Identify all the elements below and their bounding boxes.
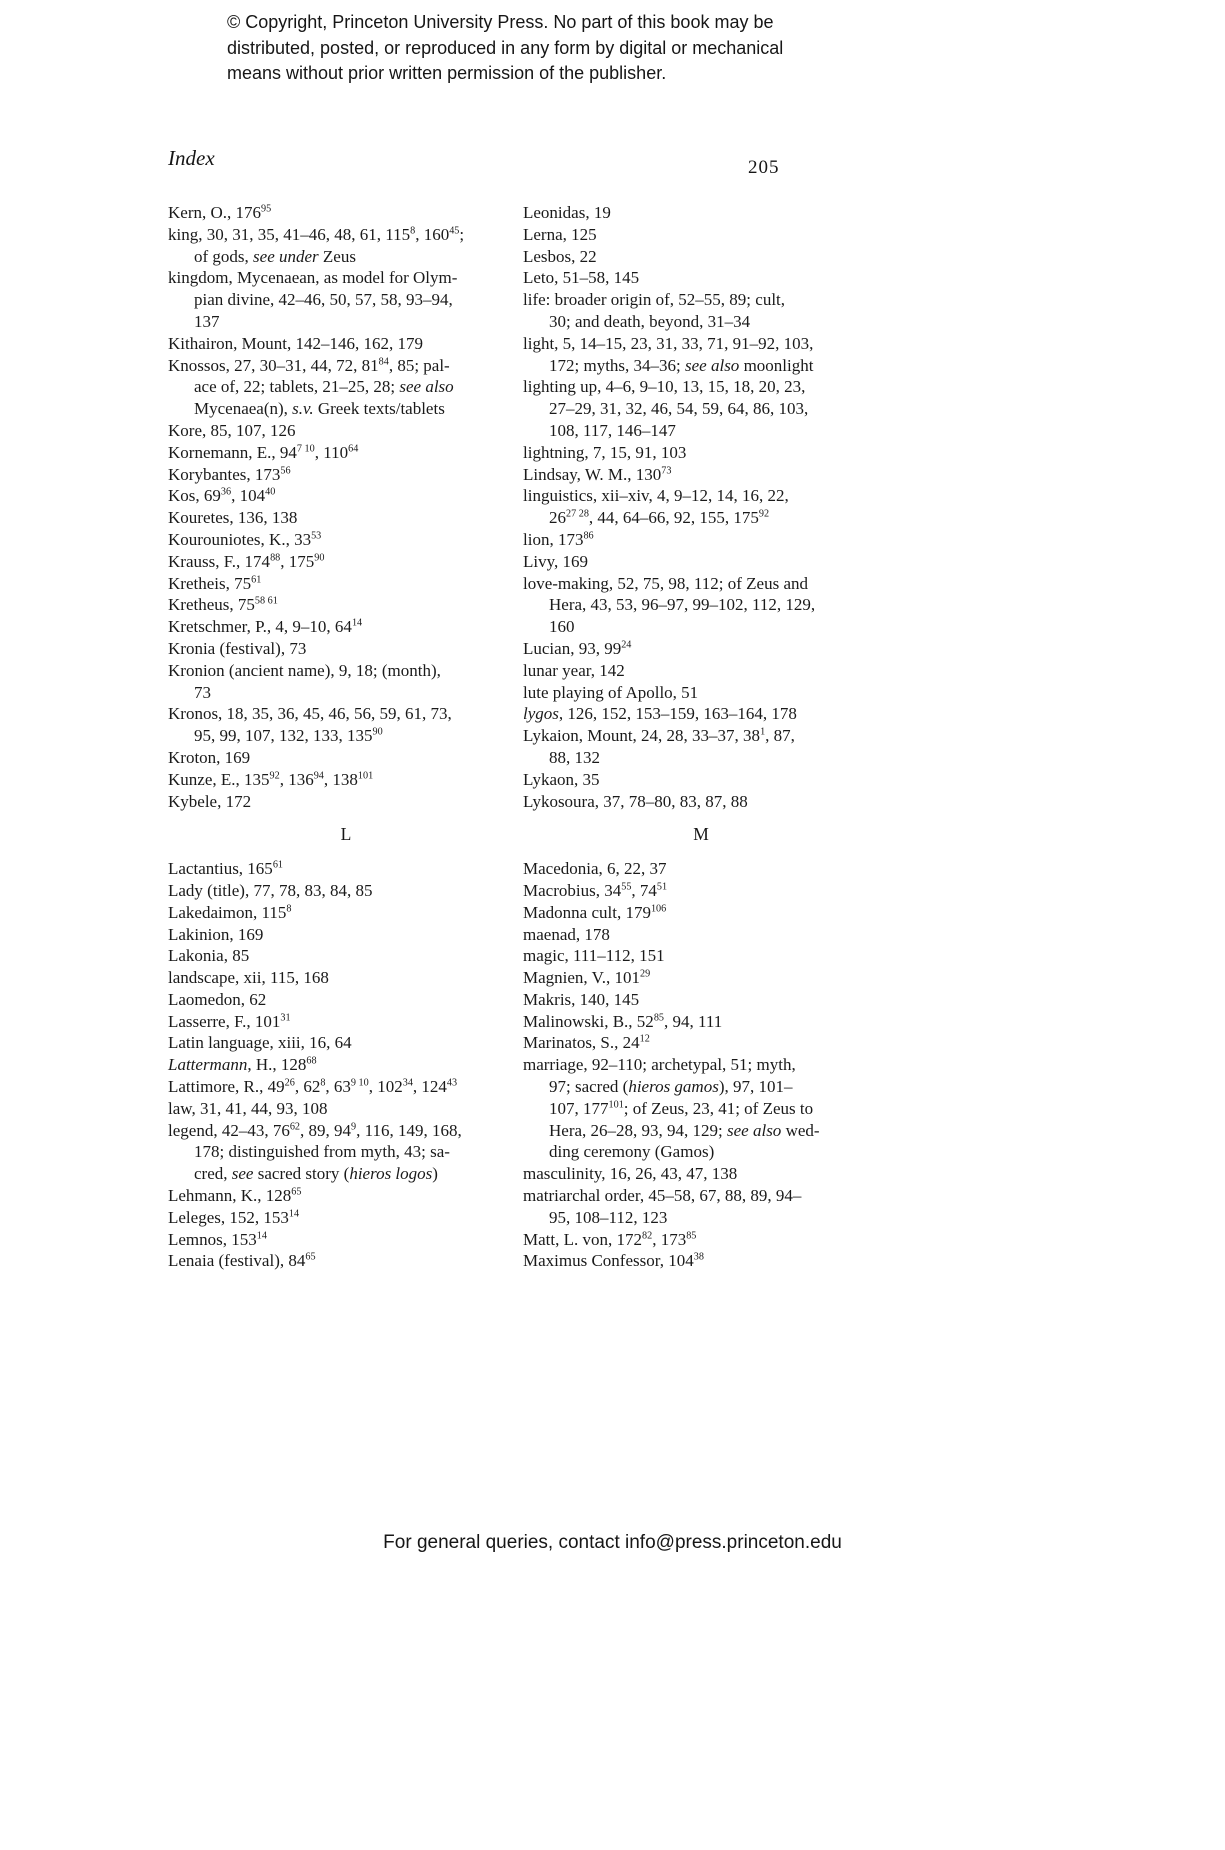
entry-line: 27–29, 31, 32, 46, 54, 59, 64, 86, 103,	[549, 399, 809, 419]
entry-line: Knossos, 27, 30–31, 44, 72, $81^{84}$, 85; pal-	[168, 355, 450, 375]
entry-line: 160	[549, 617, 575, 637]
index-entry	[168, 442, 524, 464]
index-entry	[523, 880, 879, 902]
index-column-left	[168, 202, 524, 1272]
entry-line: Makris, 140, 145	[523, 989, 640, 1009]
index-entry	[523, 967, 879, 989]
index-entry	[523, 1054, 879, 1163]
entry-line: Lucian, 93, $99^{24}$	[523, 638, 632, 658]
index-entry	[523, 246, 879, 268]
index-entry	[168, 333, 524, 355]
entry-line: Lesbos, 22	[523, 246, 597, 266]
entry-line: lion, $173^{86}$	[523, 529, 594, 549]
index-entry	[168, 967, 524, 989]
index-entry	[523, 551, 879, 573]
entry-line: pian divine, 42–46, 50, 57, 58, 93–94,	[194, 290, 453, 310]
index-entry	[168, 791, 524, 813]
index-entry	[523, 682, 879, 704]
copyright-line: distributed, posted, or reproduced in any form by digital or mechanical	[227, 37, 784, 58]
index-entry	[523, 945, 879, 967]
entry-line: Macedonia, 6, 22, 37	[523, 859, 667, 879]
section-letter: M	[693, 824, 709, 845]
index-entry	[168, 267, 524, 332]
entry-line: Kronion (ancient name), 9, 18; (month),	[168, 660, 441, 680]
entry-line: law, 31, 41, 44, 93, 108	[168, 1098, 328, 1118]
entry-line: maenad, 178	[523, 924, 610, 944]
entry-line: Lakedaimon, $115^8$	[168, 902, 292, 922]
entry-line: Kithairon, Mount, 142–146, 162, 179	[168, 333, 423, 353]
entry-line: lygos, 126, 152, 153–159, 163–164, 178	[523, 704, 797, 724]
index-entry	[168, 594, 524, 616]
section-letter: L	[340, 824, 352, 845]
entry-line: Kretheis, $75^{61}$	[168, 573, 262, 593]
entry-line: Lykaion, Mount, 24, 28, 33–37, $38^1$, 87,	[523, 726, 795, 746]
entry-line: ace of, 22; tablets, 21–25, 28; see also	[194, 377, 454, 397]
entry-line: Kore, 85, 107, 126	[168, 420, 296, 440]
index-entry	[523, 1011, 879, 1033]
index-entry	[523, 573, 879, 638]
index-entry	[168, 638, 524, 660]
index-entry	[523, 703, 879, 725]
index-entry	[523, 333, 879, 377]
index-entry	[168, 1098, 524, 1120]
index-entry	[168, 1207, 524, 1229]
entry-line: Kretschmer, P., 4, 9–10, $64^{14}$	[168, 617, 363, 637]
index-entry	[168, 616, 524, 638]
entry-line: Kos, $69^{36}$, $104^{40}$	[168, 486, 276, 506]
entry-line: kingdom, Mycenaean, as model for Olym-	[168, 268, 458, 288]
index-entry	[168, 1229, 524, 1251]
index-entry	[523, 924, 879, 946]
index-entry	[523, 376, 879, 441]
entry-line: marriage, 92–110; archetypal, 51; myth,	[523, 1055, 796, 1075]
index-column-right	[523, 202, 879, 1272]
entry-line: Kern, O., $176^{95}$	[168, 203, 272, 222]
entry-line: Lenaia (festival), $84^{65}$	[168, 1251, 316, 1271]
entry-line: Kretheus, $75^{58 61}$	[168, 595, 278, 615]
copyright-line: © Copyright, Princeton University Press. No part of this book may be	[227, 12, 774, 32]
index-entry	[168, 660, 524, 704]
entry-line: Kouretes, 136, 138	[168, 508, 298, 528]
entry-line: of gods, see under Zeus	[194, 246, 356, 266]
entry-line: Magnien, V., $101^{29}$	[523, 968, 651, 988]
entry-line: Lehmann, K., $128^{65}$	[168, 1186, 302, 1206]
entry-line: Kornemann, E., $94^{7 10}$, $110^{64}$	[168, 442, 359, 462]
index-entry	[523, 902, 879, 924]
index-entry	[523, 660, 879, 682]
entry-line: Matt, L. von, $172^{82}$, $173^{85}$	[523, 1229, 697, 1249]
entry-line: masculinity, 16, 26, 43, 47, 138	[523, 1164, 738, 1184]
index-entry	[523, 1032, 879, 1054]
index-entry	[168, 1250, 524, 1272]
entry-line: Kronia (festival), 73	[168, 638, 307, 658]
entry-line: Leleges, 152, $153^{14}$	[168, 1207, 300, 1227]
index-entry	[168, 464, 524, 486]
entry-line: matriarchal order, 45–58, 67, 88, 89, 94–	[523, 1186, 802, 1206]
index-entry	[168, 529, 524, 551]
entry-line: 30; and death, beyond, 31–34	[549, 311, 751, 331]
entry-line: 88, 132	[549, 747, 600, 767]
index-entry	[168, 769, 524, 791]
index-entry	[523, 485, 879, 529]
entry-line: Madonna cult, $179^{106}$	[523, 902, 667, 922]
index-entry	[523, 442, 879, 464]
entry-line: king, 30, 31, 35, 41–46, 48, 61, $115^8$, $160^{45}$;	[168, 224, 465, 244]
index-entry	[523, 638, 879, 660]
index-entry	[523, 267, 879, 289]
entry-line: 107, $177^{101}$; of Zeus, 23, 41; of Zeus to	[549, 1098, 814, 1118]
entry-line: Macrobius, $34^{55}$, $74^{51}$	[523, 880, 668, 900]
entry-line: Lindsay, W. M., $130^{73}$	[523, 464, 672, 484]
index-entry	[168, 507, 524, 529]
entry-line: magic, 111–112, 151	[523, 946, 665, 966]
entry-line: Lady (title), 77, 78, 83, 84, 85	[168, 880, 373, 900]
entry-line: Hera, 43, 53, 96–97, 99–102, 112, 129,	[549, 595, 816, 615]
index-entry	[168, 420, 524, 442]
entry-line: love-making, 52, 75, 98, 112; of Zeus and	[523, 573, 809, 593]
entry-line: $26^{27 28}$, 44, 64–66, 92, 155, $175^{92}$	[549, 508, 770, 528]
entry-line: Korybantes, $173^{56}$	[168, 464, 291, 484]
entry-line: 73	[194, 682, 211, 702]
entry-line: lighting up, 4–6, 9–10, 13, 15, 18, 20, 23,	[523, 377, 806, 397]
index-entry	[168, 703, 524, 747]
entry-line: Hera, 26–28, 93, 94, 129; see also wed-	[549, 1120, 820, 1140]
entry-line: lute playing of Apollo, 51	[523, 682, 699, 702]
page-title: Index	[168, 146, 215, 170]
entry-line: Lykaon, 35	[523, 769, 600, 789]
entry-line: Kronos, 18, 35, 36, 45, 46, 56, 59, 61, 73,	[168, 704, 452, 724]
footer-contact: For general queries, contact info@press.princeton.edu	[383, 1532, 842, 1553]
index-entry	[523, 224, 879, 246]
index-entry	[523, 1163, 879, 1185]
index-entry	[168, 1011, 524, 1033]
entry-line: cred, see sacred story (hieros logos)	[194, 1164, 438, 1184]
entry-line: 172; myths, 34–36; see also moonlight	[549, 355, 814, 375]
index-entry	[168, 924, 524, 946]
entry-line: 178; distinguished from myth, 43; sa-	[194, 1142, 450, 1162]
entry-line: Lactantius, $165^{61}$	[168, 859, 283, 879]
entry-line: lightning, 7, 15, 91, 103	[523, 442, 687, 462]
entry-line: light, 5, 14–15, 23, 31, 33, 71, 91–92, 103,	[523, 333, 814, 353]
index-entry	[523, 202, 879, 224]
entry-line: Latin language, xiii, 16, 64	[168, 1033, 352, 1053]
entry-line: Malinowski, B., $52^{85}$, 94, 111	[523, 1011, 723, 1031]
entry-line: Mycenaea(n), s.v. Greek texts/tablets	[194, 399, 445, 419]
entry-line: Lakinion, 169	[168, 924, 264, 944]
index-entry	[168, 1076, 524, 1098]
index-entry	[168, 902, 524, 924]
index-entry	[523, 1229, 879, 1251]
entry-line: 108, 117, 146–147	[549, 420, 676, 440]
index-entry	[168, 1185, 524, 1207]
entry-line: 95, 108–112, 123	[549, 1207, 668, 1227]
index-entry	[523, 858, 879, 880]
entry-line: Marinatos, S., $24^{12}$	[523, 1033, 650, 1053]
entry-line: Maximus Confessor, $104^{38}$	[523, 1251, 704, 1271]
entry-line: linguistics, xii–xiv, 4, 9–12, 14, 16, 22,	[523, 486, 789, 506]
entry-line: lunar year, 142	[523, 660, 625, 680]
entry-line: Lattermann, H., $128^{68}$	[168, 1055, 317, 1075]
index-entry	[168, 747, 524, 769]
index-entry	[523, 1185, 879, 1229]
entry-line: Kybele, 172	[168, 791, 252, 811]
entry-line: 137	[194, 311, 220, 331]
index-entry	[168, 551, 524, 573]
index-entry	[168, 858, 524, 880]
entry-line: Lakonia, 85	[168, 946, 250, 966]
entry-line: Leonidas, 19	[523, 203, 611, 222]
copyright-line: means without prior written permission of the publisher.	[227, 63, 667, 83]
entry-line: ding ceremony (Gamos)	[549, 1142, 715, 1162]
index-entry	[168, 485, 524, 507]
index-entry	[168, 573, 524, 595]
index-entry	[168, 355, 524, 420]
entry-line: life: broader origin of, 52–55, 89; cult,	[523, 290, 786, 310]
page-number: 205	[748, 157, 780, 178]
index-entry	[523, 989, 879, 1011]
index-entry	[523, 1250, 879, 1272]
index-entry	[168, 989, 524, 1011]
entry-line: landscape, xii, 115, 168	[168, 968, 329, 988]
index-entry	[523, 464, 879, 486]
entry-line: Lattimore, R., $49^{26}$, $62^8$, $63^{9 10}$, $102^{34}$, $124^{43}$	[168, 1077, 458, 1097]
entry-line: legend, 42–43, $76^{62}$, 89, $94^9$, 116, 149, 168,	[168, 1120, 462, 1140]
entry-line: Leto, 51–58, 145	[523, 268, 640, 288]
entry-line: Lykosoura, 37, 78–80, 83, 87, 88	[523, 791, 748, 811]
index-entry	[168, 1054, 524, 1076]
index-entry	[523, 725, 879, 769]
copyright-notice	[227, 10, 887, 87]
index-entry	[168, 945, 524, 967]
entry-line: Kunze, E., $135^{92}$, $136^{94}$, $138^{101}$	[168, 769, 374, 789]
entry-line: Kourouniotes, K., $33^{53}$	[168, 529, 322, 549]
index-entry	[168, 224, 524, 268]
index-entry	[168, 1120, 524, 1185]
entry-line: Lerna, 125	[523, 224, 597, 244]
index-entry	[168, 880, 524, 902]
entry-line: Livy, 169	[523, 551, 589, 571]
index-entry	[523, 529, 879, 551]
index-entry	[168, 202, 524, 224]
entry-line: Lasserre, F., $101^{31}$	[168, 1011, 291, 1031]
entry-line: Krauss, F., $174^{88}$, $175^{90}$	[168, 551, 325, 571]
index-entry	[523, 791, 879, 813]
index-entry	[523, 289, 879, 333]
entry-line: Kroton, 169	[168, 747, 251, 767]
entry-line: Lemnos, $153^{14}$	[168, 1229, 267, 1249]
entry-line: 97; sacred (hieros gamos), 97, 101–	[549, 1077, 793, 1097]
index-entry	[168, 1032, 524, 1054]
entry-line: 95, 99, 107, 132, 133, $135^{90}$	[194, 726, 383, 746]
entry-line: Laomedon, 62	[168, 989, 267, 1009]
index-entry	[523, 769, 879, 791]
